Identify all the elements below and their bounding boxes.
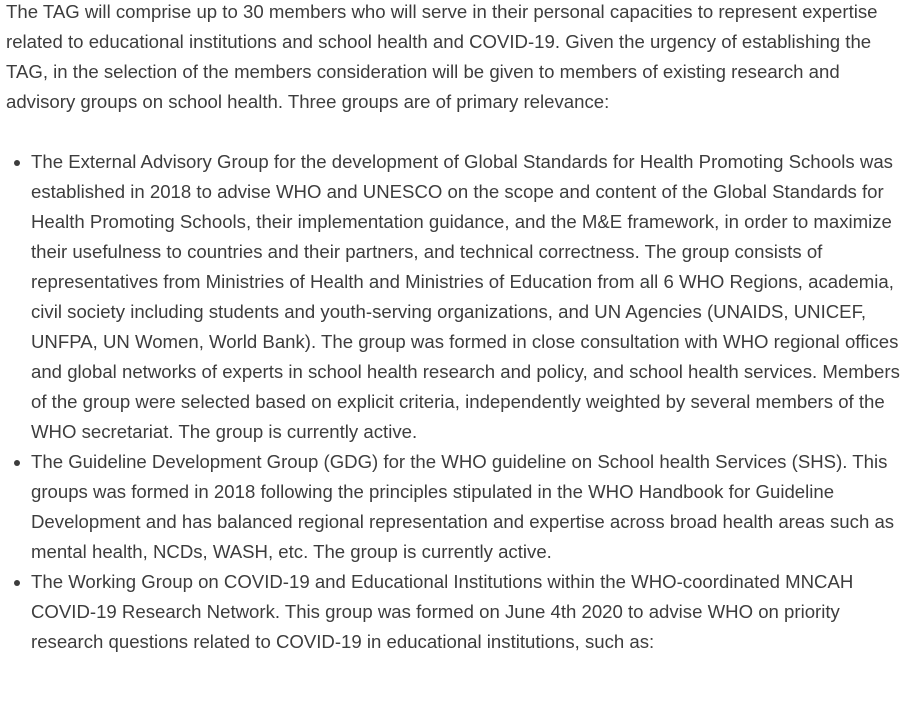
bullet-icon xyxy=(14,160,20,166)
bullet-icon xyxy=(14,580,20,586)
list-item-text: The Working Group on COVID-19 and Educational Institutions within the WHO-coordinated MNCAH COVID-19 Research Network. This group was formed on June 4th 2020 to advise WHO on priority research questions related to COVID-19 in educational institutions, such as: xyxy=(31,571,854,652)
intro-paragraph: The TAG will comprise up to 30 members who will serve in their personal capacities to represent expertise related to educational institutions and school health and COVID-19. Given the urgency of establishing the TAG, in the selection of the members consideration will be given to members of existing research and advisory groups on school health. Three groups are of primary relevance: xyxy=(6,1,878,112)
list-item-text: The External Advisory Group for the development of Global Standards for Health Promoting Schools was established in 2018 to advise WHO and UNESCO on the scope and content of the Global Standards for Health Promoting Schools, their implementation guidance, and the M&E framework, in order to maximize their usefulness to countries and their partners, and technical correctness. The group consists of representatives from Ministries of Health and Ministries of Education from all 6 WHO Regions, academia, civil society including students and youth-serving organizations, and UN Agencies (UNAIDS, UNICEF, UNFPA, UN Women, World Bank). The group was formed in close consultation with WHO regional offices and global networks of experts in school health research and policy, and school health services. Members of the group were selected based on explicit criteria, independently weighted by several members of the WHO secretariat. The group is currently active. xyxy=(31,151,900,442)
list-item-text: The Guideline Development Group (GDG) for the WHO guideline on School health Services (SHS). This groups was formed in 2018 following the principles stipulated in the WHO Handbook for Guideline Development and has balanced regional representation and expertise across broad health areas such as mental health, NCDs, WASH, etc. The group is currently active. xyxy=(31,451,895,562)
list-item-covid-working-group xyxy=(31,567,916,657)
bullet-icon xyxy=(14,460,20,466)
list-item-guideline-development-group xyxy=(31,447,916,567)
list-item-external-advisory-group xyxy=(31,147,916,447)
advisory-groups-list xyxy=(6,147,922,657)
